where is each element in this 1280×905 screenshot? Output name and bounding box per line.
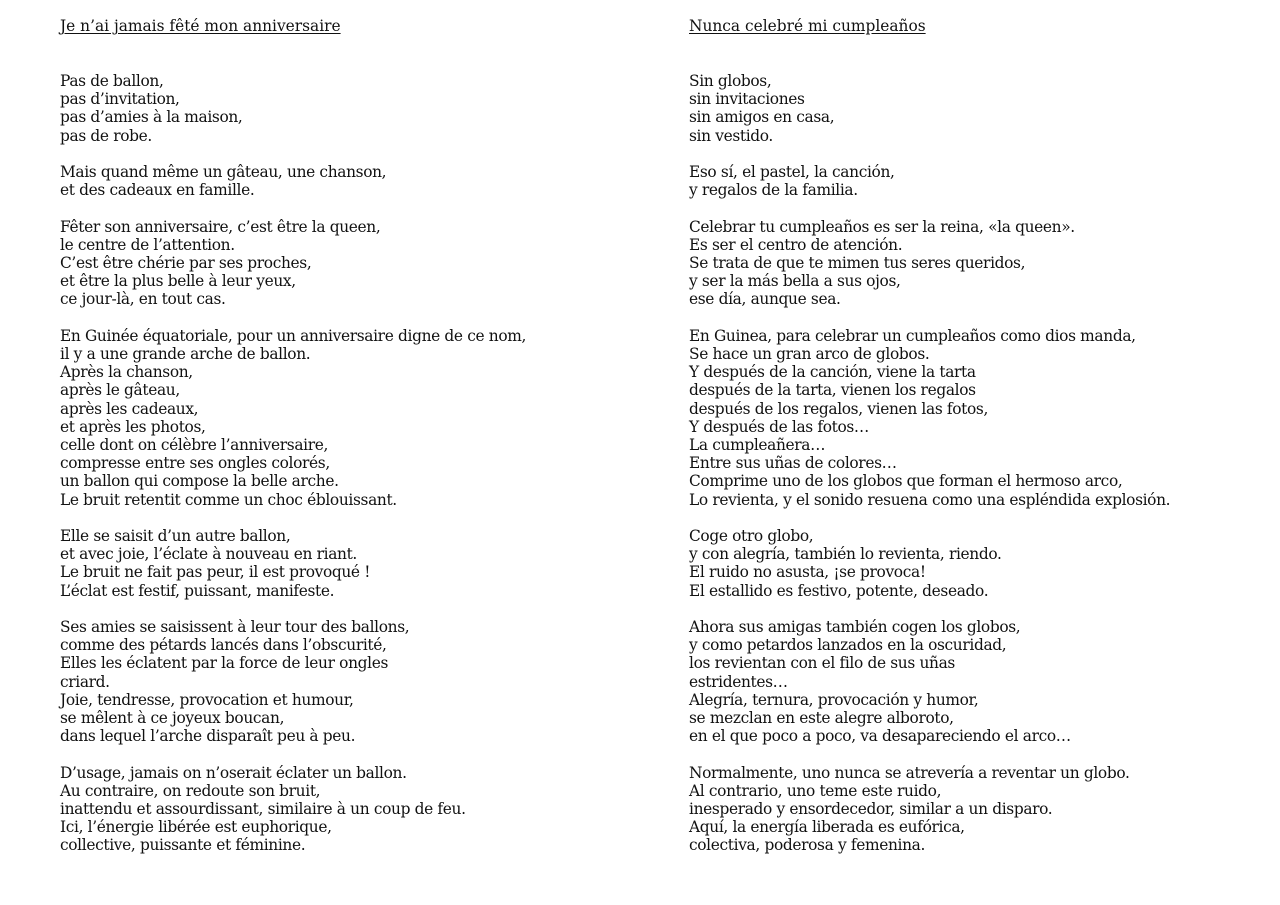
french-poem-line: L’éclat est festif, puissant, manifeste. [60,581,335,600]
french-stanzas [60,72,640,855]
french-poem-line: le centre de l’attention. [60,235,235,254]
spanish-poem-line: Coge otro globo, [689,527,814,546]
french-poem-line: En Guinée équatoriale, pour un anniversaire digne de ce nom, [60,326,527,345]
spanish-poem-line: Aquí, la energía liberada es eufórica, [689,818,965,837]
spanish-poem-line: Y después de las fotos… [689,417,869,436]
french-poem-line: et après les photos, [60,417,206,436]
french-poem-line: C’est être chérie par ses proches, [60,254,312,272]
spanish-stanza [689,764,1269,855]
spanish-stanza [689,72,1269,145]
french-poem-line: dans lequel l’arche disparaît peu à peu. [60,727,356,746]
spanish-poem-line: los revientan con el filo de sus uñas [689,654,955,673]
french-poem-line: et avec joie, l’éclate à nouveau en riant. [60,545,357,564]
french-poem-line: D’usage, jamais on n’oserait éclater un ballon. [60,763,407,782]
spanish-stanza [689,618,1269,745]
french-stanza [60,764,640,855]
spanish-stanza [689,327,1269,509]
french-stanza [60,527,640,600]
spanish-poem-line: y como petardos lanzados en la oscuridad, [689,636,1007,655]
french-poem-column [60,16,640,873]
spanish-stanza [689,218,1269,309]
spanish-poem-line: Comprime uno de los globos que forman el hermoso arco, [689,472,1123,491]
spanish-poem-line: después de la tarta, vienen los regalos [689,381,976,400]
french-poem-line: après les cadeaux, [60,399,199,418]
french-poem-line: celle dont on célèbre l’anniversaire, [60,436,329,455]
spanish-poem-line: El estallido es festivo, potente, deseado. [689,581,989,600]
spanish-poem-line: Se trata de que te mimen tus seres queridos, [689,254,1026,272]
french-poem-line: collective, puissante et féminine. [60,836,306,855]
french-poem-line: inattendu et assourdissant, similaire à un coup de feu. [60,800,466,819]
spanish-poem-line: La cumpleañera… [689,436,826,455]
spanish-poem-line: Eso sí, el pastel, la canción, [689,163,895,181]
spanish-poem-line: estridentes… [689,672,788,691]
spanish-poem-line: Se hace un gran arco de globos. [689,345,930,363]
french-poem-line: Ses amies se saisissent à leur tour des ballons, [60,618,410,637]
french-poem-line: Au contraire, on redoute son bruit, [60,781,321,800]
french-poem-line: il y a une grande arche de ballon. [60,345,311,363]
spanish-poem-line: El ruido no asusta, ¡se provoca! [689,563,926,582]
spanish-poem-line: Entre sus uñas de colores… [689,454,897,473]
french-poem-line: Pas de ballon, [60,72,164,90]
spanish-poem-column [689,16,1269,873]
spanish-poem-line: después de los regalos, vienen las fotos, [689,399,989,418]
french-poem-line: Elles les éclatent par la force de leur ongles [60,654,389,673]
spanish-poem-line: en el que poco a poco, va desapareciendo el arco… [689,727,1071,746]
spanish-poem-line: Celebrar tu cumpleaños es ser la reina, «la queen». [689,217,1075,236]
french-stanza [60,163,640,199]
spanish-poem-line: Sin globos, [689,72,772,90]
french-poem-line: se mêlent à ce joyeux boucan, [60,709,285,728]
spanish-poem-line: sin invitaciones [689,90,805,109]
french-poem-line: et être la plus belle à leur yeux, [60,272,296,291]
spanish-poem-line: Ahora sus amigas también cogen los globos, [689,618,1021,637]
french-stanza [60,72,640,145]
french-poem-line: pas d’invitation, [60,90,180,109]
spanish-poem-line: Al contrario, uno teme este ruido, [689,781,942,800]
french-poem-title: Je n’ai jamais fêté mon anniversaire [60,17,341,35]
french-poem-line: Ici, l’énergie libérée est euphorique, [60,818,332,837]
french-poem-line: compresse entre ses ongles colorés, [60,454,330,473]
french-stanza [60,618,640,745]
spanish-poem-line: Alegría, ternura, provocación y humor, [689,690,979,709]
spanish-poem-line: En Guinea, para celebrar un cumpleaños como dios manda, [689,326,1136,345]
french-poem-line: ce jour-là, en tout cas. [60,290,226,309]
french-poem-line: après le gâteau, [60,381,180,400]
french-stanza [60,327,640,509]
spanish-poem-title: Nunca celebré mi cumpleaños [689,17,926,35]
french-poem-line: comme des pétards lancés dans l’obscurité, [60,636,387,655]
french-poem-line: pas de robe. [60,126,152,145]
french-poem-line: Le bruit retentit comme un choc éblouissant. [60,490,397,509]
french-poem-line: et des cadeaux en famille. [60,181,255,200]
spanish-stanza [689,163,1269,199]
french-poem-line: Mais quand même un gâteau, une chanson, [60,163,387,181]
french-poem-line: Joie, tendresse, provocation et humour, [60,690,354,709]
french-poem-line: Après la chanson, [60,363,193,382]
spanish-stanza [689,527,1269,600]
spanish-poem-line: y regalos de la familia. [689,181,858,200]
spanish-poem-line: Y después de la canción, viene la tarta [689,363,976,382]
french-stanza [60,218,640,309]
french-poem-line: pas d’amies à la maison, [60,108,243,127]
french-poem-line: Elle se saisit d’un autre ballon, [60,527,291,546]
spanish-poem-line: y con alegría, también lo revienta, riendo. [689,545,1002,564]
spanish-poem-line: ese día, aunque sea. [689,290,841,309]
spanish-poem-line: Es ser el centro de atención. [689,235,903,254]
spanish-poem-line: se mezclan en este alegre alboroto, [689,709,954,728]
french-poem-line: un ballon qui compose la belle arche. [60,472,339,491]
spanish-poem-line: colectiva, poderosa y femenina. [689,836,926,855]
spanish-poem-line: Normalmente, uno nunca se atrevería a reventar un globo. [689,763,1130,782]
spanish-poem-line: y ser la más bella a sus ojos, [689,272,901,291]
spanish-poem-line: sin vestido. [689,126,773,145]
spanish-poem-line: inesperado y ensordecedor, similar a un disparo. [689,800,1053,819]
spanish-poem-line: Lo revienta, y el sonido resuena como una espléndida explosión. [689,490,1171,509]
french-poem-line: Fêter son anniversaire, c’est être la queen, [60,217,381,236]
spanish-stanzas [689,72,1269,855]
french-poem-line: Le bruit ne fait pas peur, il est provoqué ! [60,563,371,582]
spanish-poem-line: sin amigos en casa, [689,108,835,127]
french-poem-line: criard. [60,672,110,691]
